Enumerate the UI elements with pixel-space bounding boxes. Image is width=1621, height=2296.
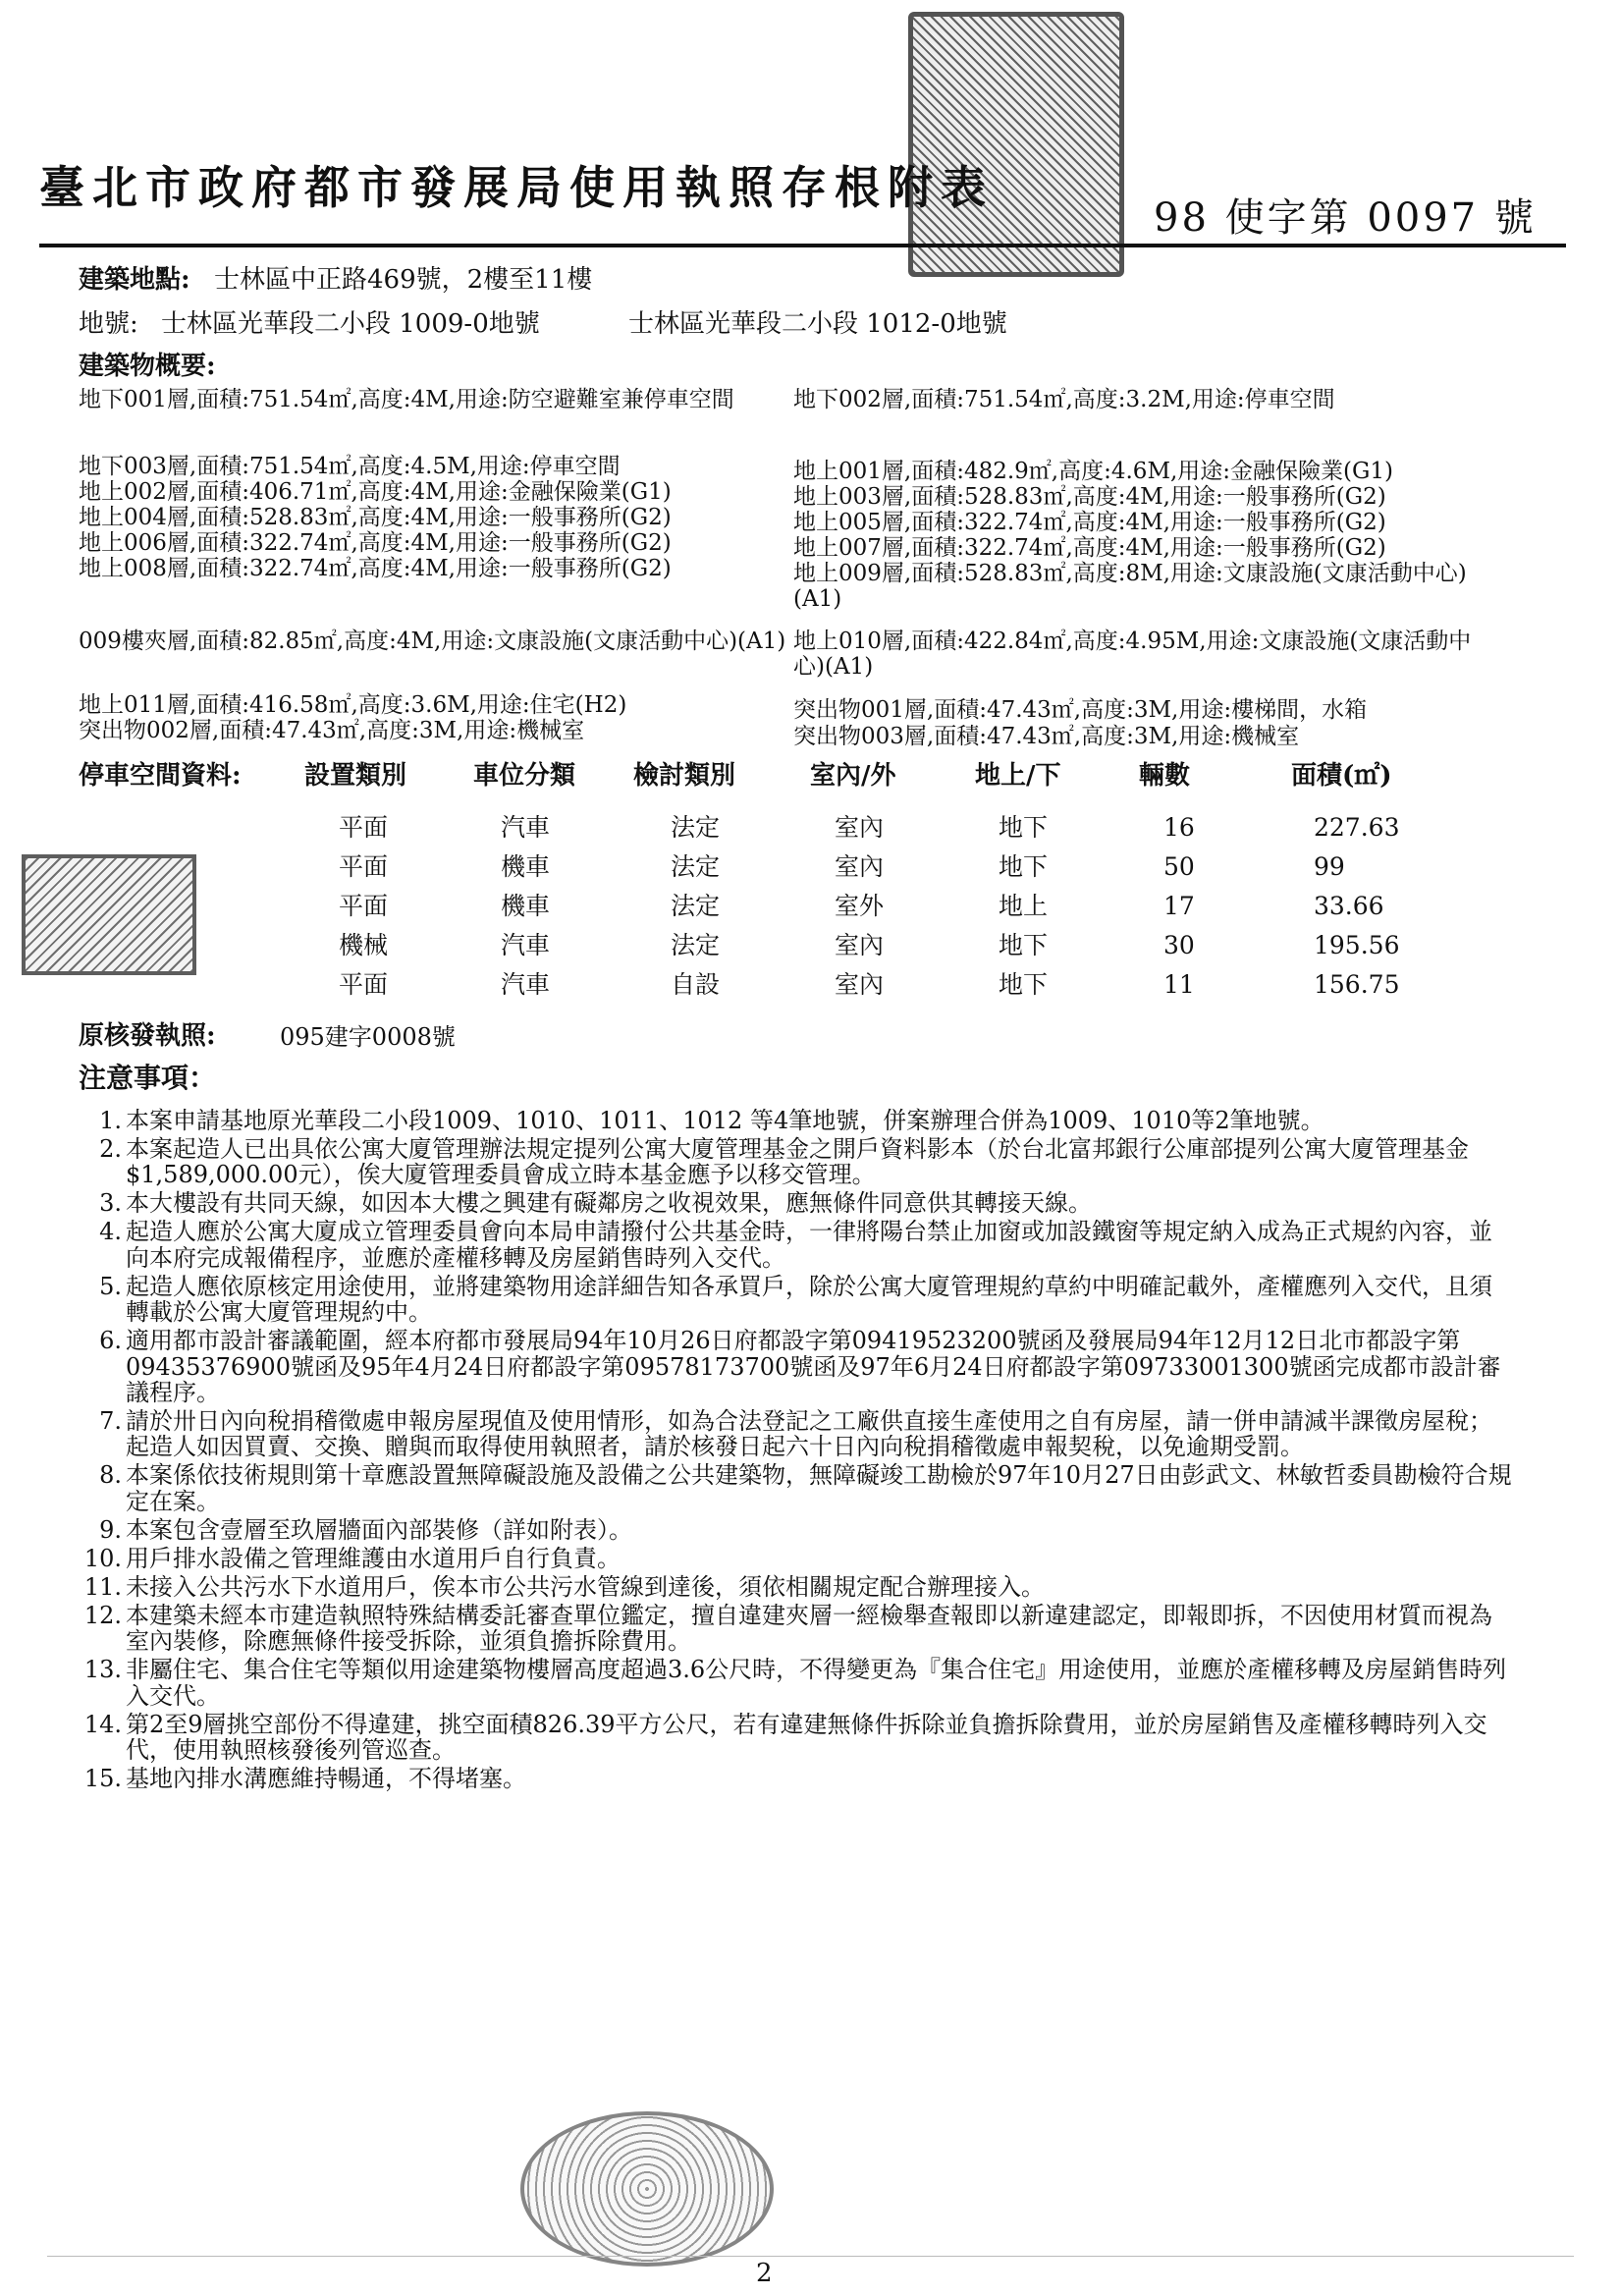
- note-item: 5. 起造人應依原核定用途使用，並將建築物用途詳細告知各承買戶，除於公寓大廈管理規約草約中明確記載外，產權應列入交代，且須轉載於公寓大廈管理規約中。: [99, 1272, 1492, 1327]
- floor-entry: 009樓夾層,面積:82.85㎡,高度:4M,用途:文康設施(文康活動中心)(A1): [79, 629, 786, 654]
- parking-cell: 室外: [835, 892, 885, 920]
- parking-header: 室內/外: [810, 761, 896, 791]
- original-permit-label: 原核發執照:: [79, 1021, 216, 1051]
- parking-cell: 33.66: [1314, 892, 1384, 920]
- parking-cell: 法定: [671, 892, 721, 920]
- parking-cell: 平面: [339, 813, 389, 842]
- note-item: 14. 第2至9層挑空部份不得違建，挑空面積826.39平方公尺，若有違建無條件拆除並負擔拆除費用，並於房屋銷售及產權移轉時列入交代，使用執照核發後列管巡查。: [83, 1710, 1487, 1765]
- note-item: 15. 基地內排水溝應維持暢通，不得堵塞。: [83, 1765, 526, 1793]
- parking-header: 車位分類: [473, 761, 576, 791]
- note-item: 1. 本案申請基地原光華段二小段1009、1010、1011、1012 等4筆地號，併案辦理合併為1009、1010等2筆地號。: [99, 1107, 1324, 1134]
- floor-entry: 地上001層,面積:482.9㎡,高度:4.6M,用途:金融保險業(G1): [793, 459, 1394, 484]
- parking-cell: 195.56: [1314, 931, 1400, 959]
- floor-entry: 地上007層,面積:322.74㎡,高度:4M,用途:一般事務所(G2): [793, 535, 1386, 561]
- parking-cell: 汽車: [501, 931, 551, 959]
- parking-header: 設置類別: [304, 761, 407, 791]
- floor-entry: 地上006層,面積:322.74㎡,高度:4M,用途:一般事務所(G2): [79, 530, 672, 556]
- floor-entry: 地上008層,面積:322.74㎡,高度:4M,用途:一般事務所(G2): [79, 556, 672, 581]
- note-item: 13. 非屬住宅、集合住宅等類似用途建築物樓層高度超過3.6公尺時，不得變更為『集合住宅』用途使用，並應於產權移轉及房屋銷售時列入交代。: [83, 1656, 1507, 1710]
- floor-entry: 地上005層,面積:322.74㎡,高度:4M,用途:一般事務所(G2): [793, 510, 1386, 535]
- floor-entry: 地下001層,面積:751.54㎡,高度:4M,用途:防空避難室兼停車空間: [79, 387, 734, 412]
- parking-cell: 室內: [835, 931, 885, 959]
- floor-entry: 地上004層,面積:528.83㎡,高度:4M,用途:一般事務所(G2): [79, 505, 672, 530]
- floor-entry: 突出物003層,面積:47.43㎡,高度:3M,用途:機械室: [793, 724, 1300, 749]
- document-title: 臺北市政府都市發展局使用執照存根附表: [39, 161, 994, 214]
- footer-rule: [47, 2256, 1574, 2257]
- floor-entry: 地上011層,面積:416.58㎡,高度:3.6M,用途:住宅(H2): [79, 692, 627, 718]
- floor-entry: 突出物001層,面積:47.43㎡,高度:3M,用途:樓梯間，水箱: [793, 697, 1368, 723]
- note-item: 4. 起造人應於公寓大廈成立管理委員會向本局申請撥付公共基金時，一律將陽台禁止加窗或加設鐵窗等規定納入成為正式規約內容，並向本府完成報備程序，並應於產權移轉及房屋銷售時列入交代。: [99, 1218, 1492, 1272]
- floor-entry: 突出物002層,面積:47.43㎡,高度:3M,用途:機械室: [79, 718, 585, 743]
- parking-header: 輛數: [1139, 761, 1191, 791]
- note-item: 12. 本建築未經本市建造執照特殊結構委託審查單位鑑定，擅自違建夾層一經檢舉查報即以新違建認定，即報即拆，不因使用材質而視為室內裝修，除應無條件接受拆除，並須負擔拆除費用。: [83, 1601, 1492, 1656]
- floor-entry: 地上010層,面積:422.84㎡,高度:4.95M,用途:文康設施(文康活動中心)(A1): [793, 629, 1472, 680]
- parking-cell: 汽車: [501, 813, 551, 842]
- parking-cell: 99: [1314, 852, 1345, 881]
- note-item: 7. 請於卅日內向稅捐稽徵處申報房屋現值及使用情形，如為合法登記之工廠供直接生產使用之自有房屋，請一併申請減半課徵房屋稅；起造人如因買賣、交換、贈與而取得使用執照者，請於核發日起六十日內向稅捐稽徵處申報契稅，以免逾期受罰。: [99, 1407, 1492, 1461]
- parking-cell: 汽車: [501, 970, 551, 999]
- note-item: 3. 本大樓設有共同天線，如因本大樓之興建有礙鄰房之收視效果，應無條件同意供其轉接天線。: [99, 1189, 1092, 1218]
- floor-entry: 地上009層,面積:528.83㎡,高度:8M,用途:文康設施(文康活動中心)(A1): [793, 561, 1467, 612]
- lot-number-2: 士林區光華段二小段 1012-0地號: [628, 309, 1007, 339]
- parking-cell: 室內: [835, 852, 885, 881]
- note-item: 11. 未接入公共污水下水道用戶，俟本市公共污水管線到達後，須依相關規定配合辦理接入。: [83, 1572, 1045, 1601]
- parking-cell: 50: [1163, 852, 1195, 881]
- note-item: 2. 本案起造人已出具依公寓大廈管理辦法規定提列公寓大廈管理基金之開戶資料影本（於台北富邦銀行公庫部提列公寓大廈管理基金$1,589,000.00元），俟大廈管理委員會成立時本基金應予以移交管理。: [99, 1135, 1469, 1189]
- parking-cell: 地上: [999, 892, 1049, 920]
- lot-label: 地號:: [79, 309, 138, 339]
- parking-header: 檢討類別: [633, 761, 736, 791]
- original-permit-value: 095建字0008號: [280, 1023, 456, 1051]
- parking-cell: 17: [1163, 892, 1195, 920]
- parking-cell: 30: [1163, 931, 1195, 959]
- parking-cell: 地下: [999, 813, 1049, 842]
- parking-cell: 平面: [339, 852, 389, 881]
- location-value: 士林區中正路469號，2樓至11樓: [214, 265, 593, 295]
- header-divider: [39, 244, 1566, 247]
- notes-label: 注意事項：: [79, 1062, 217, 1094]
- floor-entry: 地上003層,面積:528.83㎡,高度:4M,用途:一般事務所(G2): [793, 484, 1386, 510]
- location-label: 建築地點:: [79, 265, 190, 295]
- floor-entry: 地下003層,面積:751.54㎡,高度:4.5M,用途:停車空間: [79, 454, 621, 479]
- parking-cell: 機械: [339, 931, 389, 959]
- lot-number-1: 士林區光華段二小段 1009-0地號: [161, 309, 540, 339]
- parking-cell: 法定: [671, 931, 721, 959]
- building-summary-label: 建築物概要:: [79, 352, 216, 381]
- parking-cell: 地下: [999, 852, 1049, 881]
- parking-cell: 自設: [671, 970, 721, 999]
- parking-cell: 機車: [501, 852, 551, 881]
- note-item: 6. 適用都市設計審議範圍，經本府都市發展局94年10月26日府都設字第09419523200號函及發展局94年12月12日北市都設字第09435376900號函及95年4月24日府都設字第09578173700號函及97年6月24日府都設字第09733001300號函完成都市設計審議程序。: [99, 1327, 1501, 1407]
- parking-cell: 平面: [339, 892, 389, 920]
- parking-cell: 機車: [501, 892, 551, 920]
- parking-cell: 227.63: [1314, 813, 1400, 842]
- parking-cell: 室內: [835, 813, 885, 842]
- note-item: 8. 本案係依技術規則第十章應設置無障礙設施及設備之公共建築物，無障礙竣工勘檢於97年10月27日由彭武文、林敏哲委員勘檢符合規定在案。: [99, 1461, 1512, 1515]
- parking-cell: 法定: [671, 852, 721, 881]
- side-seal-stamp: [22, 854, 196, 975]
- parking-cell: 法定: [671, 813, 721, 842]
- note-item: 9. 本案包含壹層至玖層牆面內部裝修（詳如附表）。: [99, 1515, 632, 1544]
- floor-entry: 地上002層,面積:406.71㎡,高度:4M,用途:金融保險業(G1): [79, 479, 672, 505]
- parking-cell: 16: [1163, 813, 1195, 842]
- parking-cell: 地下: [999, 931, 1049, 959]
- round-seal-stamp: [520, 2111, 774, 2267]
- parking-cell: 地下: [999, 970, 1049, 999]
- notes-list: [79, 1108, 1512, 1794]
- parking-cell: 平面: [339, 970, 389, 999]
- note-item: 10. 用戶排水設備之管理維護由水道用戶自行負責。: [83, 1544, 621, 1572]
- floor-entry: 地下002層,面積:751.54㎡,高度:3.2M,用途:停車空間: [793, 387, 1335, 412]
- parking-cell: 室內: [835, 970, 885, 999]
- official-seal-stamp: [908, 12, 1124, 277]
- parking-cell: 11: [1163, 970, 1195, 999]
- page-number: 2: [756, 2259, 773, 2288]
- parking-label: 停車空間資料:: [79, 761, 242, 791]
- parking-header: 地上/下: [975, 761, 1061, 791]
- permit-number: 98 使字第 0097 號: [1154, 195, 1537, 241]
- parking-header: 面積(㎡): [1291, 761, 1392, 791]
- parking-cell: 156.75: [1314, 970, 1400, 999]
